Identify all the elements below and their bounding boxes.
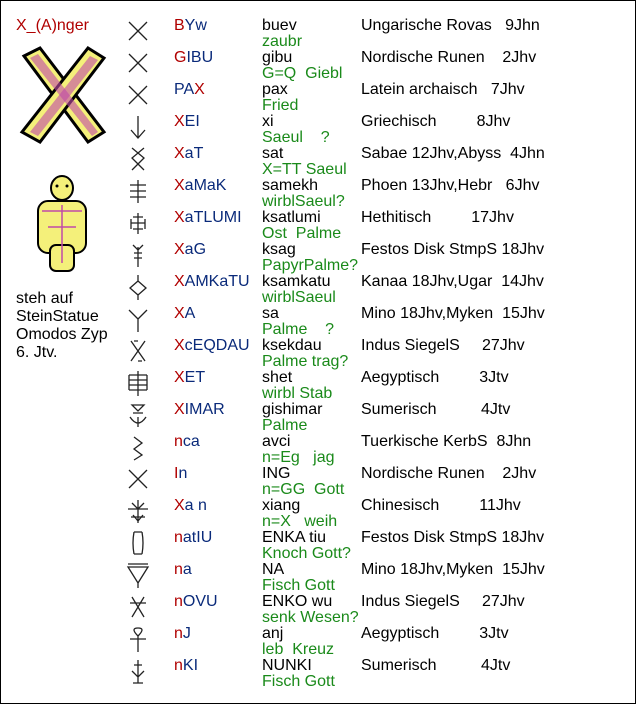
code-prefix: B	[174, 17, 185, 34]
code-cell	[174, 593, 218, 611]
code-cell	[174, 529, 212, 547]
word-cell: avci	[262, 433, 291, 450]
code-rest: aMaK	[184, 177, 227, 194]
code-prefix: G	[174, 49, 187, 66]
code-prefix: n	[174, 625, 183, 642]
word-cell: ksag	[262, 241, 296, 258]
word-cell: ksamkatu	[262, 273, 331, 290]
source-cell: Nordische Runen 2Jhv	[361, 49, 537, 66]
source-cell: Festos Disk StmpS 18Jhv	[361, 241, 545, 258]
code-cell	[174, 241, 206, 259]
source-cell: Aegyptisch 3Jtv	[361, 369, 509, 386]
source-cell: Latein archaisch 7Jhv	[361, 81, 525, 98]
gloss-cell: n=GG Gott	[262, 481, 345, 498]
word-cell: shet	[262, 369, 293, 386]
double-cross-icon	[124, 145, 152, 173]
word-cell: xi	[262, 113, 274, 130]
code-suffix: X	[194, 81, 205, 98]
code-cell	[174, 273, 250, 291]
code-cell	[174, 433, 200, 451]
table-row	[0, 625, 636, 657]
sumer-icon	[124, 401, 152, 429]
table-row	[0, 17, 636, 49]
table-row	[0, 433, 636, 465]
bone-icon	[124, 529, 152, 557]
gloss-cell: n=X weih	[262, 513, 338, 530]
gloss-cell: leb Kreuz	[262, 641, 335, 658]
code-prefix: n	[174, 561, 183, 578]
hittite-icon	[124, 209, 152, 237]
code-rest: Yw	[184, 17, 207, 34]
code-rest: ca	[182, 433, 200, 450]
table-row	[0, 241, 636, 273]
code-prefix: n	[174, 657, 183, 674]
x-cross-icon	[124, 17, 152, 45]
code-rest: ET	[184, 369, 206, 386]
code-cell	[174, 49, 213, 67]
code-cell	[174, 401, 225, 419]
code-prefix: n	[174, 433, 183, 450]
gloss-cell: wirbl Stab	[262, 385, 333, 402]
code-prefix: X	[174, 177, 185, 194]
gloss-cell: Palme ?	[262, 321, 335, 338]
code-prefix: n	[174, 593, 183, 610]
code-cell	[174, 497, 207, 515]
word-cell: NA	[262, 561, 285, 578]
source-cell: Ungarische Rovas 9Jhn	[361, 17, 540, 34]
table-row	[0, 497, 636, 529]
code-cell	[174, 305, 195, 323]
x-cross-icon	[124, 465, 152, 493]
table-row	[0, 593, 636, 625]
source-cell: Hethitisch 17Jhv	[361, 209, 514, 226]
source-cell: Sumerisch 4Jtv	[361, 657, 511, 674]
code-rest: IBU	[186, 49, 214, 66]
table-row	[0, 273, 636, 305]
gloss-cell: Palme	[262, 417, 308, 434]
code-prefix: X	[174, 337, 185, 354]
code-cell	[174, 17, 207, 35]
samekh-icon	[124, 177, 152, 205]
word-cell: sa	[262, 305, 279, 322]
gloss-cell: zaubr	[262, 33, 303, 50]
source-cell: Indus SiegelS 27Jhv	[361, 337, 525, 354]
code-cell	[174, 561, 192, 579]
page-title: X_(A)nger	[16, 17, 89, 34]
indus-x-icon	[124, 337, 152, 365]
gloss-cell: X=TT Saeul	[262, 161, 347, 178]
code-rest: AMKaTU	[184, 273, 250, 290]
table-row	[0, 145, 636, 177]
code-rest: atIU	[182, 529, 213, 546]
code-cell	[174, 657, 198, 675]
code-prefix: X	[174, 241, 185, 258]
word-cell: ENKA tiu	[262, 529, 327, 546]
word-cell: gishimar	[262, 401, 323, 418]
gloss-cell: senk Wesen?	[262, 609, 359, 626]
code-rest: OVU	[182, 593, 218, 610]
source-cell: Nordische Runen 2Jhv	[361, 465, 537, 482]
code-rest: KI	[182, 657, 199, 674]
table-row	[0, 113, 636, 145]
code-rest: aG	[184, 241, 207, 258]
code-cell	[174, 209, 242, 227]
word-cell: pax	[262, 81, 288, 98]
word-cell: xiang	[262, 497, 301, 514]
caption-text: steh auf SteinStatue Omodos Zyp 6. Jtv.	[16, 290, 108, 361]
word-cell: ING	[262, 465, 291, 482]
code-rest: aT	[184, 145, 204, 162]
table-row	[0, 369, 636, 401]
source-cell: Phoen 13Jhv,Hebr 6Jhv	[361, 177, 540, 194]
code-rest: EI	[184, 113, 200, 130]
code-rest: aTLUMI	[184, 209, 242, 226]
source-cell: Mino 18Jhv,Myken 15Jhv	[361, 561, 545, 578]
source-cell: Sumerisch 4Jtv	[361, 401, 511, 418]
code-prefix: X	[174, 401, 185, 418]
gloss-cell: Saeul ?	[262, 129, 330, 146]
fork-icon	[124, 305, 152, 333]
code-prefix: X	[174, 305, 185, 322]
code-prefix: X	[174, 273, 185, 290]
gloss-cell: Palme trag?	[262, 353, 349, 370]
code-rest: a	[182, 561, 192, 578]
gloss-cell: G=Q Giebl	[262, 65, 343, 82]
word-cell: gibu	[262, 49, 293, 66]
table-row	[0, 49, 636, 81]
code-cell	[174, 113, 200, 131]
code-prefix: X	[174, 369, 185, 386]
source-cell: Indus SiegelS 27Jhv	[361, 593, 525, 610]
triangle-icon	[124, 561, 152, 589]
word-cell: ENKO wu	[262, 593, 333, 610]
code-rest: A	[184, 305, 196, 322]
source-cell: Sabae 12Jhv,Abyss 4Jhn	[361, 145, 545, 162]
turk-icon	[124, 433, 152, 461]
ankh-icon	[124, 625, 152, 653]
code-cell	[174, 337, 250, 355]
table-row	[0, 305, 636, 337]
table-row	[0, 657, 636, 689]
down-arrow-icon	[124, 113, 152, 141]
gloss-cell: Fisch Gott	[262, 577, 335, 594]
gloss-cell: PapyrPalme?	[262, 257, 359, 274]
word-cell: NUNKI	[262, 657, 312, 674]
code-cell	[174, 81, 205, 99]
code-rest: a n	[184, 497, 207, 514]
word-cell: ksatlumi	[262, 209, 321, 226]
code-prefix: n	[174, 529, 183, 546]
code-prefix: I	[174, 465, 179, 482]
diamond-stem-icon	[124, 273, 152, 301]
gloss-cell: Fried	[262, 97, 299, 114]
x-cross-icon	[124, 49, 152, 77]
table-row	[0, 337, 636, 369]
code-cell	[174, 177, 226, 195]
word-cell: sat	[262, 145, 284, 162]
word-cell: anj	[262, 625, 284, 642]
gloss-cell: Fisch Gott	[262, 673, 335, 690]
table-row	[0, 529, 636, 561]
word-cell: buev	[262, 17, 297, 34]
gloss-cell: n=Eg jag	[262, 449, 335, 466]
table-row	[0, 209, 636, 241]
table-row	[0, 465, 636, 497]
code-cell	[174, 369, 205, 387]
source-cell: Griechisch 8Jhv	[361, 113, 511, 130]
gloss-cell: Knoch Gott?	[262, 545, 351, 562]
word-cell: ksekdau	[262, 337, 322, 354]
egypt-column-icon	[124, 369, 152, 397]
code-cell	[174, 465, 187, 483]
code-cell	[174, 625, 191, 643]
code-rest: PA	[174, 81, 195, 98]
source-cell: Aegyptisch 3Jtv	[361, 625, 509, 642]
indus-n-icon	[124, 593, 152, 621]
x-cross-icon	[124, 81, 152, 109]
code-rest: n	[178, 465, 188, 482]
source-cell: Chinesisch 11Jhv	[361, 497, 521, 514]
word-cell: samekh	[262, 177, 319, 194]
code-prefix: X	[174, 209, 185, 226]
code-cell	[174, 145, 203, 163]
gloss-cell: wirblSaeul	[262, 289, 336, 306]
source-cell: Tuerkische KerbS 8Jhn	[361, 433, 532, 450]
chinese-icon	[124, 497, 152, 525]
code-prefix: X	[174, 497, 185, 514]
gloss-cell: Ost Palme	[262, 225, 342, 242]
gloss-cell: wirblSaeul?	[262, 193, 345, 210]
palm-icon	[124, 241, 152, 269]
code-rest: cEQDAU	[184, 337, 250, 354]
sumer-n-icon	[124, 657, 152, 685]
table-row	[0, 81, 636, 113]
table-row	[0, 177, 636, 209]
code-prefix: X	[174, 145, 185, 162]
code-rest: J	[182, 625, 191, 642]
source-cell: Festos Disk StmpS 18Jhv	[361, 529, 545, 546]
code-rest: IMAR	[184, 401, 225, 418]
source-cell: Mino 18Jhv,Myken 15Jhv	[361, 305, 545, 322]
table-row	[0, 401, 636, 433]
code-prefix: X	[174, 113, 185, 130]
table-row	[0, 561, 636, 593]
source-cell: Kanaa 18Jhv,Ugar 14Jhv	[361, 273, 544, 290]
